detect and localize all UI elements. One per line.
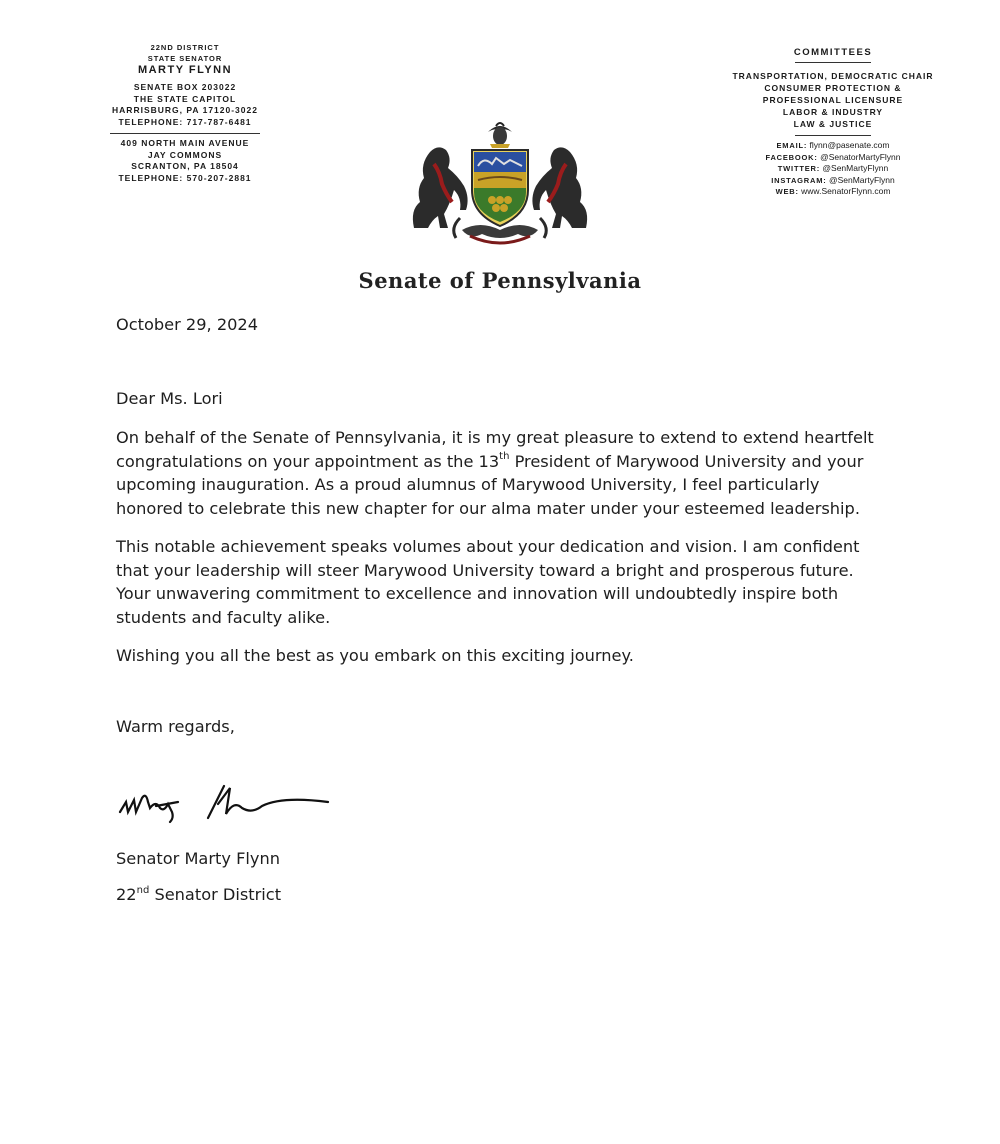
letter-closing: Warm regards, [116, 717, 235, 736]
divider [795, 135, 871, 136]
letterhead-right [710, 46, 956, 198]
district-telephone: TELEPHONE: 570-207-2881 [118, 172, 252, 183]
pennsylvania-coat-of-arms-icon [400, 118, 600, 250]
capitol-address-line: SENATE BOX 203022 [133, 82, 237, 92]
contact-facebook [710, 152, 956, 164]
committee-item: TRANSPORTATION, DEMOCRATIC CHAIR [732, 71, 934, 81]
capitol-address-line: HARRISBURG, PA 17120-3022 [112, 105, 258, 115]
contact-label: WEB: [775, 187, 799, 196]
letter-salutation: Dear Ms. Lori [116, 389, 223, 408]
senator-name: MARTY FLYNN [137, 64, 233, 76]
ordinal-suffix: th [499, 451, 510, 463]
divider [110, 133, 260, 134]
website-link: www.SenatorFlynn.com [801, 186, 891, 196]
ordinal-suffix: nd [136, 884, 150, 896]
senate-title: Senate of Pennsylvania [358, 268, 642, 293]
divider [795, 62, 871, 63]
paragraph-text: President of Marywood University and your upcoming inauguration. As a proud alumnus of Marywood University, I feel particularly honored to celebrate this new chapter for our alma mater under your esteemed leadership. [116, 451, 864, 518]
letter-paragraph-1 [116, 426, 876, 520]
contact-label: TWITTER: [777, 164, 821, 173]
signer-name: Senator Marty Flynn [116, 849, 280, 868]
district-address-line: SCRANTON, PA 18504 [131, 161, 239, 171]
committee-item: LABOR & INDUSTRY [782, 107, 884, 117]
capitol-address-line: THE STATE CAPITOL [133, 93, 237, 104]
contact-label: FACEBOOK: [765, 152, 818, 162]
paragraph-text: On behalf of the Senate of Pennsylvania, it is my great pleasure to extend to extend heartfelt congratulations on your appointment as the 13 [116, 428, 874, 471]
contact-label: INSTAGRAM: [771, 175, 827, 185]
letter-paragraph-3: Wishing you all the best as you embark on this exciting journey. [116, 646, 634, 665]
district-label: 22ND DISTRICT [150, 43, 220, 52]
district-number: 22 [116, 885, 137, 904]
committee-item: CONSUMER PROTECTION & [764, 83, 902, 93]
contact-web [710, 186, 956, 198]
letterhead-left [80, 42, 290, 184]
committees-heading: COMMITTEES [793, 47, 873, 58]
contact-twitter [710, 163, 956, 175]
committee-item: LAW & JUSTICE [793, 119, 873, 129]
senator-title: STATE SENATOR [147, 54, 223, 63]
handwritten-signature [112, 778, 342, 834]
contact-email [710, 140, 956, 152]
district-address-line: JAY COMMONS [147, 149, 223, 160]
twitter-handle: @SenMartyFlynn [822, 163, 889, 173]
letter-paragraph-2: This notable achievement speaks volumes about your dedication and vision. I am confident that your leadership will steer Marywood University toward a bright and prosperous future. Your unwavering commitment to excellence and innovation will undoubtedly inspire both students and faculty alike. [116, 537, 860, 627]
instagram-handle: @SenMartyFlynn [828, 174, 895, 185]
capitol-telephone: TELEPHONE: 717-787-6481 [118, 116, 252, 127]
signer-district [116, 883, 876, 907]
contact-instagram [710, 175, 956, 187]
district-label-text: Senator District [149, 885, 282, 904]
committee-item: PROFESSIONAL LICENSURE [762, 95, 904, 105]
facebook-handle: @SenatorMartyFlynn [820, 151, 901, 162]
district-address-line: 409 NORTH MAIN AVENUE [120, 138, 250, 148]
contact-label: EMAIL: [776, 141, 808, 150]
letter-date: October 29, 2024 [116, 315, 259, 334]
email-link: flynn@pasenate.com [809, 140, 890, 150]
